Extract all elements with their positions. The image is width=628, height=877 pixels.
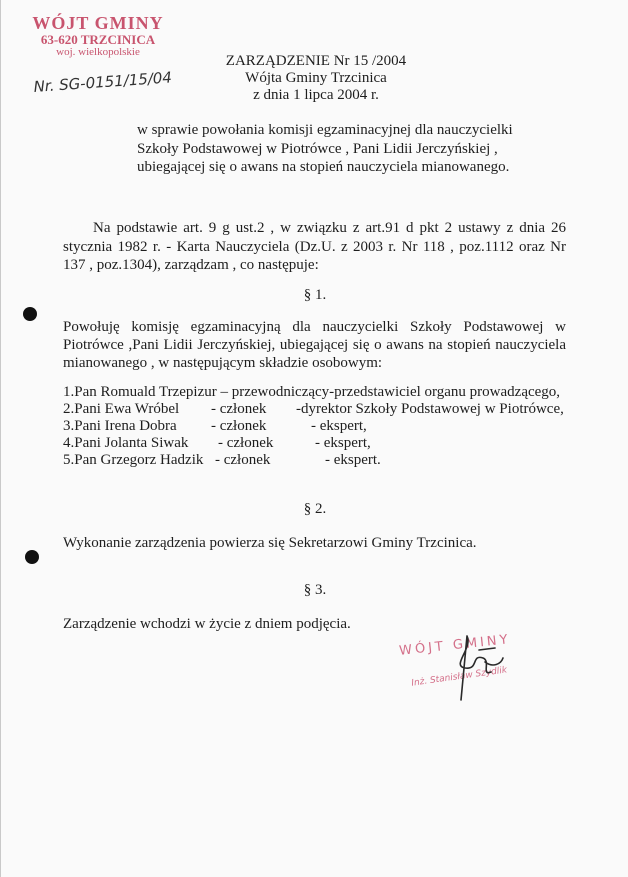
member-description: - ekspert, (315, 435, 371, 451)
section-1-heading: § 1. (303, 287, 327, 303)
signature-block (391, 628, 541, 708)
section-3-body: Zarządzenie wchodzi w życie z dniem podjęcia. (63, 616, 351, 632)
punch-hole-dot (25, 550, 39, 564)
document-subject (137, 121, 537, 177)
member-role: - członek (211, 401, 267, 417)
handwritten-signature-icon (421, 628, 511, 708)
member-description: - ekspert. (325, 452, 381, 468)
member-name: 1.Pan Romuald Trzepizur – przewodniczący-przedstawiciel organu prowadzącego, (63, 384, 561, 400)
member-name: 2.Pani Ewa Wróbel (63, 401, 180, 417)
document-header (201, 53, 431, 104)
member-row (63, 452, 583, 469)
member-row (63, 384, 583, 401)
member-role: - członek (211, 418, 267, 434)
stamp-line-3: woj. wielkopolskie (56, 45, 140, 58)
stamp-line-1: WÓJT GMINY (32, 13, 164, 33)
member-name: 3.Pani Irena Dobra (63, 418, 177, 434)
member-row (63, 401, 583, 418)
punch-hole-dot (23, 307, 37, 321)
signature-stamp-name: Inż. Stanisław Szydlik (410, 665, 508, 689)
member-description: - ekspert, (311, 418, 367, 434)
reference-number: Nr. SG-0151/15/04 (33, 68, 173, 96)
stamp-line-2: 63-620 TRZCINICA (40, 31, 156, 47)
header-issuer: Wójta Gminy Trzcinica (245, 70, 387, 86)
member-row (63, 418, 583, 435)
member-row (63, 435, 583, 452)
legal-basis-paragraph: Na podstawie art. 9 g ust.2 , w związku z art.91 d pkt 2 ustawy z dnia 26 stycznia 1982 r. - Karta Nauczyciela (Dz.U. z 2003 r. Nr 118 , poz.1112 oraz Nr 137 , poz.1304), zarządzam , co następuje: (63, 220, 566, 273)
header-date: z dnia 1 lipca 2004 r. (253, 87, 379, 103)
office-stamp (23, 14, 173, 58)
subject-line-2: Szkoły Podstawowej w Piotrówce , Pani Lidii Jerczyńskiej , (137, 140, 498, 157)
member-role: - członek (218, 435, 274, 451)
member-name: 4.Pani Jolanta Siwak (63, 435, 189, 451)
signature-stamp-title: WÓJT GMINY (398, 632, 512, 659)
section-1-body: Powołuję komisję egzaminacyjną dla nauczycielki Szkoły Podstawowej w Piotrówce ,Pani Lidii Jerczyńskiej, ubiegającej się o awans na stopień nauczyciela mianowanego , w następującym składzie osobowym: (63, 319, 566, 371)
header-title: ZARZĄDZENIE Nr 15 /2004 (225, 53, 407, 69)
subject-line-1: w sprawie powołania komisji egzaminacyjnej dla nauczycielki (137, 122, 513, 138)
section-3-heading: § 3. (303, 582, 327, 598)
member-role: - członek (215, 452, 271, 468)
member-name: 5.Pan Grzegorz Hadzik (63, 452, 204, 468)
section-2-heading: § 2. (303, 501, 327, 517)
subject-line-3: ubiegającej się o awans na stopień nauczyciela mianowanego. (137, 159, 510, 175)
committee-members-list (63, 384, 583, 469)
section-2-body: Wykonanie zarządzenia powierza się Sekretarzowi Gminy Trzcinica. (63, 535, 477, 551)
member-description: -dyrektor Szkoły Podstawowej w Piotrówce, (296, 401, 564, 417)
